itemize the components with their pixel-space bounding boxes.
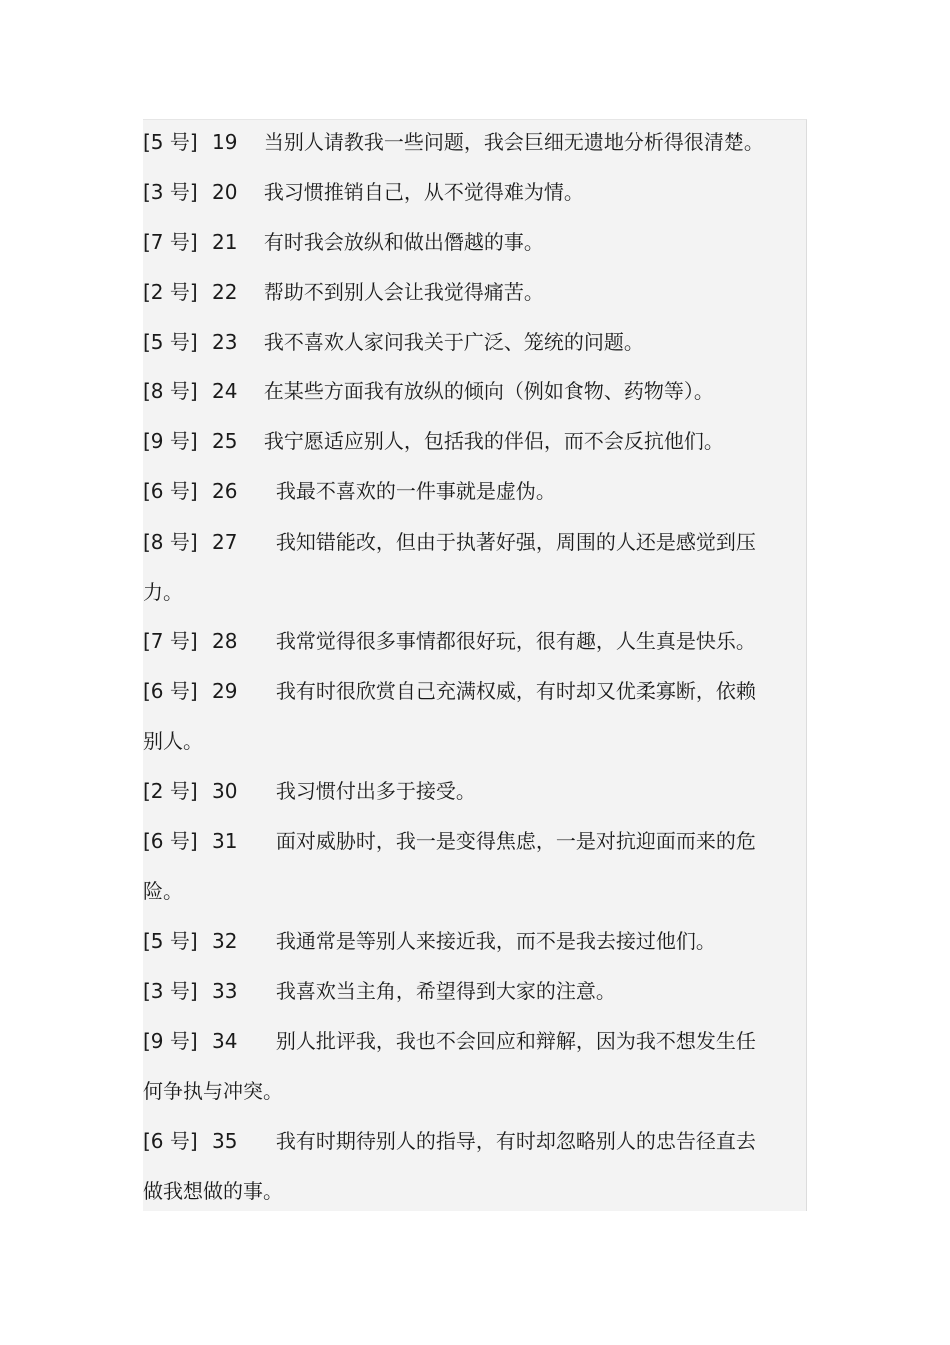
item-text: 我宁愿适应别人，包括我的伴侣，而不会反抗他们。 (263, 429, 724, 453)
type-tag: [3 号] (143, 180, 198, 204)
item-text: 我最不喜欢的一件事就是虚伪。 (275, 479, 556, 503)
item-text: 我有时很欣赏自己充满权威，有时却又优柔寡断，依赖 (275, 679, 756, 703)
item-text: 我知错能改，但由于执著好强，周围的人还是感觉到压 (275, 530, 756, 554)
item-number: 32 (212, 929, 238, 953)
list-item (143, 1126, 756, 1156)
item-number: 25 (212, 429, 238, 453)
type-tag: [9 号] (143, 429, 198, 453)
item-number: 30 (212, 779, 238, 803)
type-tag: [5 号] (143, 929, 198, 953)
item-text-continuation: 何争执与冲突。 (143, 1079, 283, 1103)
list-item (143, 476, 556, 506)
list-item (143, 976, 616, 1006)
item-text-continuation: 别人。 (143, 729, 203, 753)
item-text-continuation: 险。 (143, 879, 183, 903)
type-tag: [7 号] (143, 629, 198, 653)
item-number: 23 (212, 330, 238, 354)
type-tag: [5 号] (143, 130, 198, 154)
type-tag: [2 号] (143, 280, 198, 304)
item-text: 我习惯付出多于接受。 (275, 779, 476, 803)
item-text-continuation: 力。 (143, 580, 183, 604)
item-text: 我有时期待别人的指导，有时却忽略别人的忠告径直去 (275, 1129, 756, 1153)
type-tag: [6 号] (143, 479, 198, 503)
item-number: 24 (212, 379, 238, 403)
questionnaire-panel (143, 119, 807, 1211)
list-item (143, 527, 756, 557)
list-item (143, 327, 644, 357)
item-text: 别人批评我，我也不会回应和辩解，因为我不想发生任 (275, 1029, 756, 1053)
type-tag: [9 号] (143, 1029, 198, 1053)
item-text: 在某些方面我有放纵的倾向（例如食物、药物等）。 (263, 379, 714, 403)
list-item (143, 177, 584, 207)
list-item (143, 626, 756, 656)
list-item (143, 277, 544, 307)
type-tag: [6 号] (143, 829, 198, 853)
list-item (143, 926, 716, 956)
type-tag: [6 号] (143, 679, 198, 703)
list-item (143, 826, 756, 856)
list-item (143, 227, 544, 257)
item-number: 27 (212, 530, 238, 554)
list-item (143, 776, 476, 806)
item-text: 我通常是等别人来接近我，而不是我去接过他们。 (275, 929, 716, 953)
type-tag: [6 号] (143, 1129, 198, 1153)
type-tag: [8 号] (143, 379, 198, 403)
item-number: 33 (212, 979, 238, 1003)
list-item (143, 426, 724, 456)
type-tag: [5 号] (143, 330, 198, 354)
type-tag: [2 号] (143, 779, 198, 803)
item-number: 31 (212, 829, 238, 853)
item-text: 帮助不到别人会让我觉得痛苦。 (263, 280, 544, 304)
type-tag: [3 号] (143, 979, 198, 1003)
list-item (143, 676, 756, 706)
item-number: 29 (212, 679, 238, 703)
item-number: 20 (212, 180, 238, 204)
item-number: 35 (212, 1129, 238, 1153)
item-text: 我常觉得很多事情都很好玩，很有趣，人生真是快乐。 (275, 629, 756, 653)
list-item (143, 127, 764, 157)
item-text: 当别人请教我一些问题，我会巨细无遗地分析得很清楚。 (263, 130, 764, 154)
item-text: 我习惯推销自己，从不觉得难为情。 (263, 180, 584, 204)
list-item (143, 376, 714, 406)
type-tag: [7 号] (143, 230, 198, 254)
item-number: 21 (212, 230, 238, 254)
item-number: 22 (212, 280, 238, 304)
type-tag: [8 号] (143, 530, 198, 554)
item-number: 28 (212, 629, 238, 653)
item-text: 面对威胁时，我一是变得焦虑，一是对抗迎面而来的危 (275, 829, 756, 853)
item-text: 我不喜欢人家问我关于广泛、笼统的问题。 (263, 330, 644, 354)
item-text-continuation: 做我想做的事。 (143, 1179, 283, 1203)
list-item (143, 1026, 756, 1056)
item-number: 34 (212, 1029, 238, 1053)
item-number: 19 (212, 130, 238, 154)
item-text: 有时我会放纵和做出僭越的事。 (263, 230, 544, 254)
item-number: 26 (212, 479, 238, 503)
item-text: 我喜欢当主角，希望得到大家的注意。 (275, 979, 616, 1003)
